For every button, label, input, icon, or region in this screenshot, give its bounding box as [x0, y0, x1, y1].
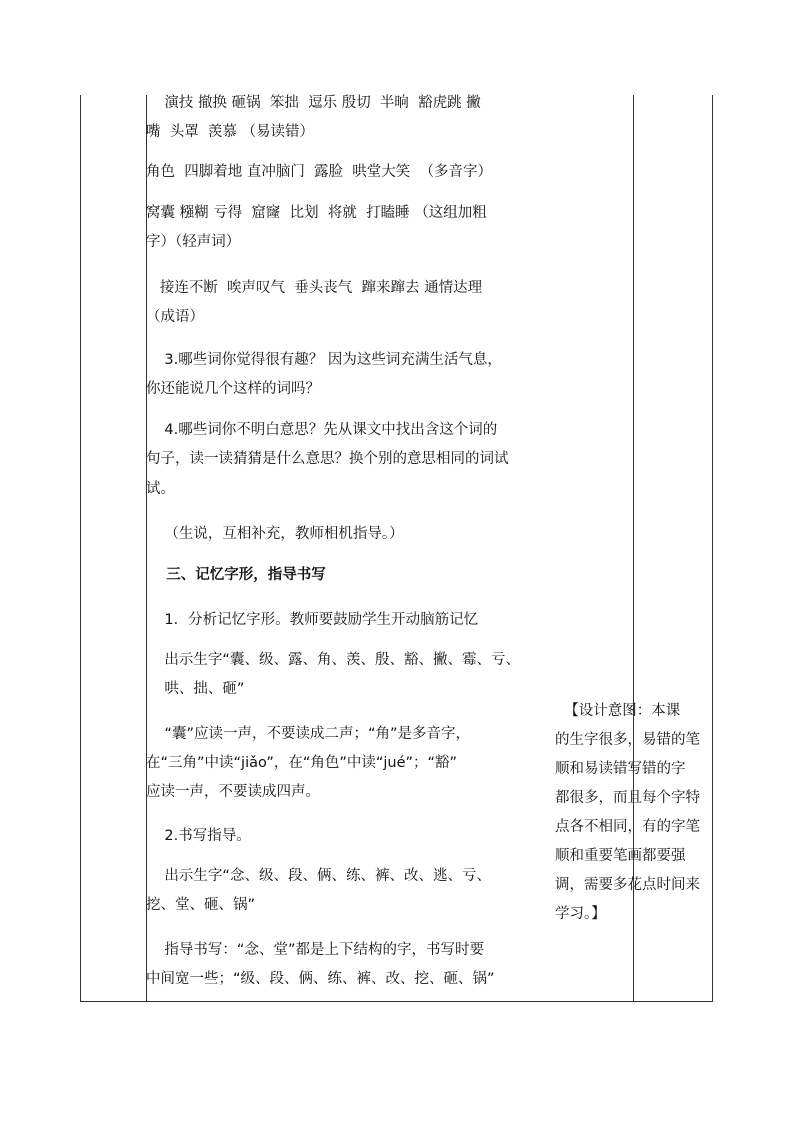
text-line: 4.哪些词你不明白意思？先从课文中找出含这个词的: [146, 422, 498, 438]
text-line: 句子，读一读猜猜是什么意思？换个别的意思相同的词试: [146, 451, 509, 467]
text-line: 指导书写：“念、堂”都是上下结构的字，书写时要: [146, 942, 484, 958]
text-line: 1．分析记忆字形。教师要鼓励学生开动脑筋记忆: [146, 612, 479, 628]
text-line: 接连不断 唉声叹气 垂头丧气 蹿来蹿去 通情达理: [146, 280, 483, 296]
side-note-line: 顺和重要笔画都要强: [555, 848, 686, 864]
text-line: 嘴 头罩 羡慕 （易读错）: [146, 124, 315, 140]
side-note-line: 的生字很多，易错的笔: [555, 732, 700, 748]
text-line: 在“三角”中读“jiǎo”，在“角色”中读“jué”；“豁”: [146, 755, 458, 771]
table-border-bottom: [80, 1001, 713, 1002]
text-line: （成语）: [146, 309, 204, 325]
text-line: 2.书写指导。: [146, 828, 251, 844]
text-line: 出示生字“念、级、段、俩、练、裤、改、逃、亏、: [146, 868, 491, 884]
text-line: 窝囊 糨糊 亏得 窟窿 比划 将就 打瞌睡 （这组加粗: [146, 205, 487, 221]
text-line: 演技 撤换 砸锅 笨拙 逗乐 殷切 半晌 豁虎跳 撇: [146, 95, 481, 111]
side-note-line: 都很多，而且每个字特: [555, 790, 700, 806]
side-note-line: 点各不相同，有的字笔: [555, 819, 700, 835]
text-line: 字）（轻声词）: [146, 234, 241, 250]
side-note-line: 学习。】: [555, 906, 606, 922]
text-line: 中间宽一些；“级、段、俩、练、裤、改、挖、砸、锅”: [146, 971, 495, 987]
text-line: （生说，互相补充，教师相机指导。）: [146, 526, 404, 542]
text-line: “囊”应读一声，不要读成二声；“角”是多音字，: [146, 726, 470, 742]
text-line: 挖、堂、砸、锅”: [146, 897, 256, 913]
side-note-line: 【设计意图：本课: [555, 703, 681, 719]
text-line: 应读一声，不要读成四声。: [146, 784, 320, 800]
text-line: 你还能说几个这样的词吗？: [146, 381, 320, 397]
text-line: 试。: [146, 481, 175, 497]
table-border-left: [80, 95, 81, 1002]
text-line: 三、记忆字形，指导书写: [146, 567, 326, 583]
text-line: 出示生字“囊、级、露、角、羡、殷、豁、撇、霉、亏、: [146, 652, 520, 668]
design-intent-note: [555, 697, 713, 929]
text-line: 哄、拙、砸”: [146, 681, 245, 697]
text-line: 3.哪些词你觉得很有趣？ 因为这些词充满生活气息，: [146, 352, 502, 368]
text-line: 角色 四脚着地 直冲脑门 露脸 哄堂大笑 （多音字）: [146, 164, 492, 180]
side-note-line: 调，需要多花点时间来: [555, 877, 700, 893]
side-note-line: 顺和易读错写错的字: [555, 761, 686, 777]
